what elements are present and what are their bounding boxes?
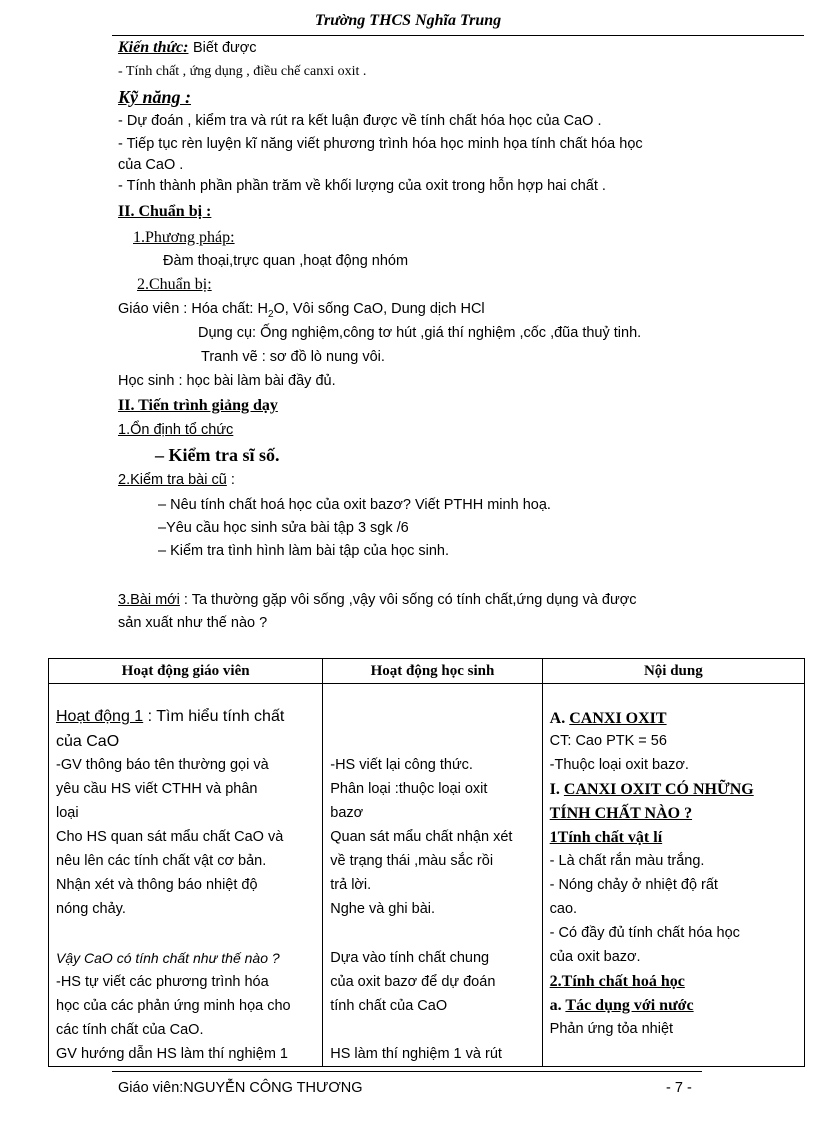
content-line: - Nóng chảy ở nhiệt độ rất [549,877,718,893]
step2-item-1: – Nêu tính chất hoá học của oxit bazơ? Viết PTHH minh hoạ. [158,497,551,513]
skill-item-2: - Tiếp tục rèn luyện kĩ năng viết phương trình hóa học minh họa tính chất hóa học [118,136,643,152]
section-i-text: CANXI OXIT CÓ NHỮNG [563,781,754,798]
student-prep: Học sinh : học bài làm bài đầy đủ. [118,373,336,389]
teacher-line: yêu cầu HS viết CTHH và phân [56,781,258,797]
method-heading: 1.Phương pháp: [133,229,235,246]
student-line: Quan sát mẩu chất nhận xét [330,829,513,845]
skill-item-2-cont: của CaO . [118,157,184,173]
student-line: -HS viết lại công thức. [330,757,473,773]
teacher-line: -GV thông báo tên thường gọi và [56,757,269,773]
header-divider [112,35,804,36]
type-line: -Thuộc loại oxit bazơ. [549,757,689,773]
water-prefix: a. [549,997,566,1014]
content-line: - Có đầy đủ tính chất hóa học [549,925,740,941]
section-a-text: CANXI OXIT [569,710,667,727]
student-line: tính chất của CaO [330,998,448,1014]
header-content: Nội dung [542,659,804,684]
student-line: bazơ [330,805,364,821]
student-line: Nghe và ghi bài. [330,901,436,917]
teacher-cell [49,684,323,1067]
step3-text-2: sản xuất như thế nào ? [118,615,268,631]
skill-item-1: - Dự đoán , kiểm tra và rút ra kết luận được về tính chất hóa học của CaO . [118,113,602,129]
student-cell [323,684,542,1067]
footer-divider [112,1071,702,1072]
step2-row [118,472,235,488]
teacher-line: loại [56,805,79,821]
section-i-title [550,781,754,799]
teacher-line: nêu lên các tính chất vật cơ bản. [56,853,267,869]
content-line: của oxit bazơ. [549,949,641,965]
water-text: Phản ứng tỏa nhiệt [549,1021,674,1037]
teacher-line: nóng chảy. [56,901,126,917]
knowledge-text: Biết được [192,40,257,56]
student-line: Phân loại :thuộc loại oxit [330,781,488,797]
teacher-line: Cho HS quan sát mẩu chất CaO và [56,829,284,845]
knowledge-label: Kiến thức: [118,39,189,56]
step1-heading: 1.Ổn định tổ chức [118,422,234,438]
activity-label: Hoạt động 1 [56,708,144,725]
physical-props-title: 1Tính chất vật lí [549,829,663,846]
step1-item: – Kiểm tra sĩ số. [155,445,280,465]
step2-heading: 2.Kiểm tra bài cũ [118,472,227,488]
student-line: trả lời. [330,877,372,893]
activity-text: : Tìm hiểu tính chất [143,708,285,725]
water-title: Tác dụng với nước [565,997,694,1014]
student-line: về trạng thái ,màu sắc rồi [330,853,494,869]
content-line: - Là chất rắn màu trắng. [549,853,705,869]
teacher-line: của CaO [56,733,120,750]
content-line: cao. [549,901,578,917]
step2-item-2: –Yêu cầu học sinh sửa bài tập 3 sgk /6 [158,520,409,536]
prep-heading: 2.Chuẩn bị: [137,276,212,293]
skills-label: Kỹ năng : [118,87,192,107]
formula-line: CT: Cao PTK = 56 [549,733,667,749]
header-teacher: Hoạt động giáo viên [49,659,323,684]
skill-item-3: - Tính thành phần phần trăm về khối lượng của oxit trong hỗn hợp hai chất . [118,178,606,194]
step3-row [118,592,636,608]
method-text: Đàm thoại,trực quan ,hoạt động nhóm [163,253,409,269]
teacher-prep [118,301,485,320]
student-line: Dựa vào tính chất chung [330,950,490,966]
teacher-line: các tính chất của CaO. [56,1022,204,1038]
section-i-prefix: I. [549,781,564,798]
chem-rest: O, Vôi sống CaO, Dung dịch HCl [273,301,485,317]
section-a-title [550,710,667,728]
step3-heading: 3.Bài mới [118,592,180,608]
chemical-props-title: 2.Tính chất hoá học [549,973,685,990]
activity-1-title [56,708,284,726]
table-row [49,684,805,1067]
content-cell [542,684,804,1067]
knowledge-row [118,39,256,57]
school-header: Trường THCS Nghĩa Trung [314,12,502,29]
table-header-row [49,659,805,684]
teacher-line: GV hướng dẫn HS làm thí nghiệm 1 [56,1046,288,1062]
activity-table [48,658,805,1067]
teacher-line: học của các phản ứng minh họa cho [56,998,291,1014]
teacher-label: Giáo viên : Hóa chất: [118,301,254,317]
teacher-line: -HS tự viết các phương trình hóa [56,974,269,990]
pictures-text: Tranh vẽ : sơ đồ lò nung vôi. [201,349,385,365]
preparation-heading: II. Chuẩn bị : [118,203,212,220]
student-line: của oxit bazơ để dự đoán [330,974,496,990]
section-a-prefix: A. [549,710,570,727]
section-i-title-2: TÍNH CHẤT NÀO ? [549,805,693,822]
step2-item-3: – Kiểm tra tình hình làm bài tập của học sinh. [158,543,449,559]
footer-teacher: Giáo viên:NGUYỄN CÔNG THƯƠNG [118,1080,363,1096]
water-reaction-title [550,997,694,1015]
step3-text: : Ta thường gặp vôi sống ,vậy vôi sống có tính chất,ứng dụng và được [179,592,637,608]
knowledge-item: - Tính chất , ứng dụng , điều chế canxi oxit . [118,64,367,79]
tools-text: Dụng cụ: Ống nghiệm,công tơ hút ,giá thí nghiệm ,cốc ,đũa thuỷ tinh. [198,325,642,341]
page-number: - 7 - [666,1080,692,1096]
chem-subscript: 2 [267,308,274,320]
chem-h: H [257,301,268,317]
process-heading: II. Tiến trình giảng dạy [118,397,278,414]
header-student: Hoạt động học sinh [323,659,542,684]
teacher-line: Nhận xét và thông báo nhiệt độ [56,877,258,893]
student-line: HS làm thí nghiệm 1 và rút [330,1046,502,1062]
step2-suffix: : [226,472,235,488]
teacher-question: Vậy CaO có tính chất như thế nào ? [56,950,280,966]
